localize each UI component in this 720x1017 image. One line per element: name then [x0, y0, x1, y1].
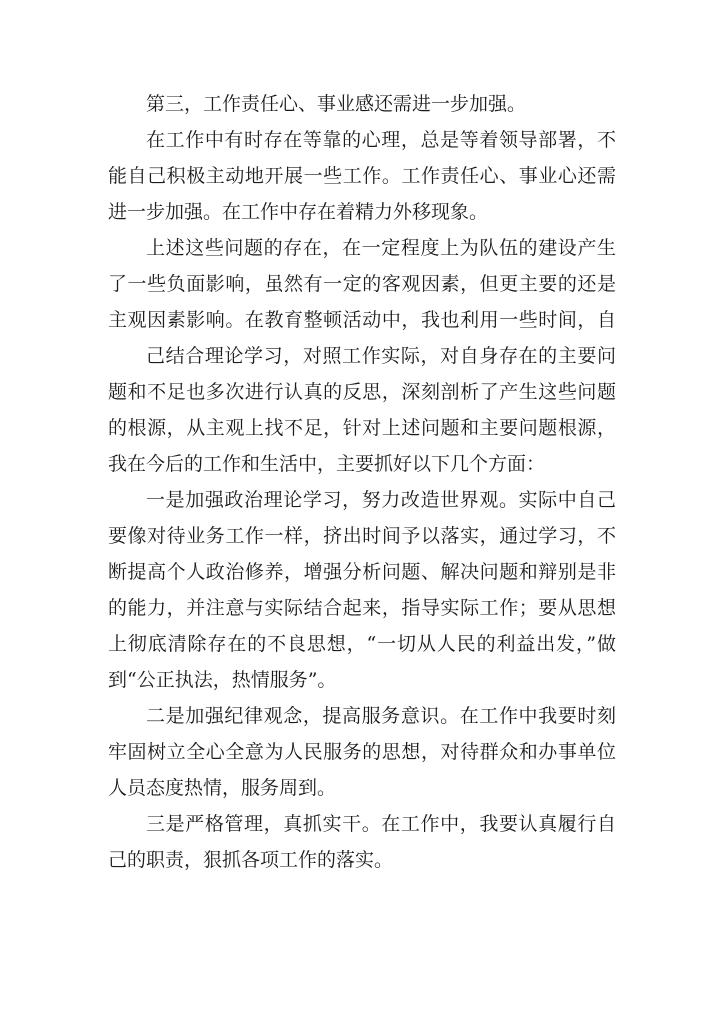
text-line: 题和不足也多次进行认真的反思，深刻剖析了产生这些问题: [108, 381, 616, 403]
text-line: 一是加强政治理论学习，努力改造世界观。实际中自己: [146, 489, 616, 511]
text-line: 能自己积极主动地开展一些工作。工作责任心、事业心还需: [108, 165, 616, 187]
text-line: 的根源，从主观上找不足，针对上述问题和主要问题根源，: [108, 417, 616, 439]
text-line: 人员态度热情，服务周到。: [108, 777, 337, 799]
paragraph-4: [108, 338, 616, 482]
text-line: 了一些负面影响，虽然有一定的客观因素，但更主要的还是: [108, 273, 616, 295]
text-line: 的能力，并注意与实际结合起来，指导实际工作；要从思想: [108, 597, 616, 619]
text-line: 主观因素影响。在教育整顿活动中，我也利用一些时间，自: [108, 309, 616, 331]
paragraph-2: [108, 122, 616, 230]
text-line: 要像对待业务工作一样，挤出时间予以落实，通过学习，不: [108, 525, 616, 547]
text-line: 我在今后的工作和生活中，主要抓好以下几个方面：: [108, 453, 546, 475]
text-line: 己结合理论学习，对照工作实际，对自身存在的主要问: [146, 345, 616, 367]
text-line: 断提高个人政治修养，增强分析问题、解决问题和辩别是非: [108, 561, 616, 583]
text-line: 牢固树立全心全意为人民服务的思想，对待群众和办事单位: [108, 741, 616, 763]
text-line: 在工作中有时存在等靠的心理，总是等着领导部署，不: [146, 129, 616, 151]
text-line: 进一步加强。在工作中存在着精力外移现象。: [108, 201, 489, 223]
text-line: 上述这些问题的存在，在一定程度上为队伍的建设产生: [146, 237, 616, 259]
paragraph-6: [108, 698, 616, 806]
paragraph-1: [108, 86, 616, 122]
text-line: 上彻底清除存在的不良思想，“一切从人民的利益出发，”做: [108, 633, 616, 655]
text-line: 第三，工作责任心、事业感还需进一步加强。: [146, 93, 527, 115]
paragraph-3: [108, 230, 616, 338]
paragraph-7: [108, 806, 616, 878]
text-line: 己的职责，狠抓各项工作的落实。: [108, 849, 394, 871]
text-line: 到“公正执法，热情服务”。: [108, 669, 337, 691]
paragraph-5: [108, 482, 616, 698]
text-line: 三是严格管理，真抓实干。在工作中，我要认真履行自: [146, 813, 616, 835]
text-line: 二是加强纪律观念，提高服务意识。在工作中我要时刻: [146, 705, 616, 727]
document-body: [108, 86, 616, 878]
